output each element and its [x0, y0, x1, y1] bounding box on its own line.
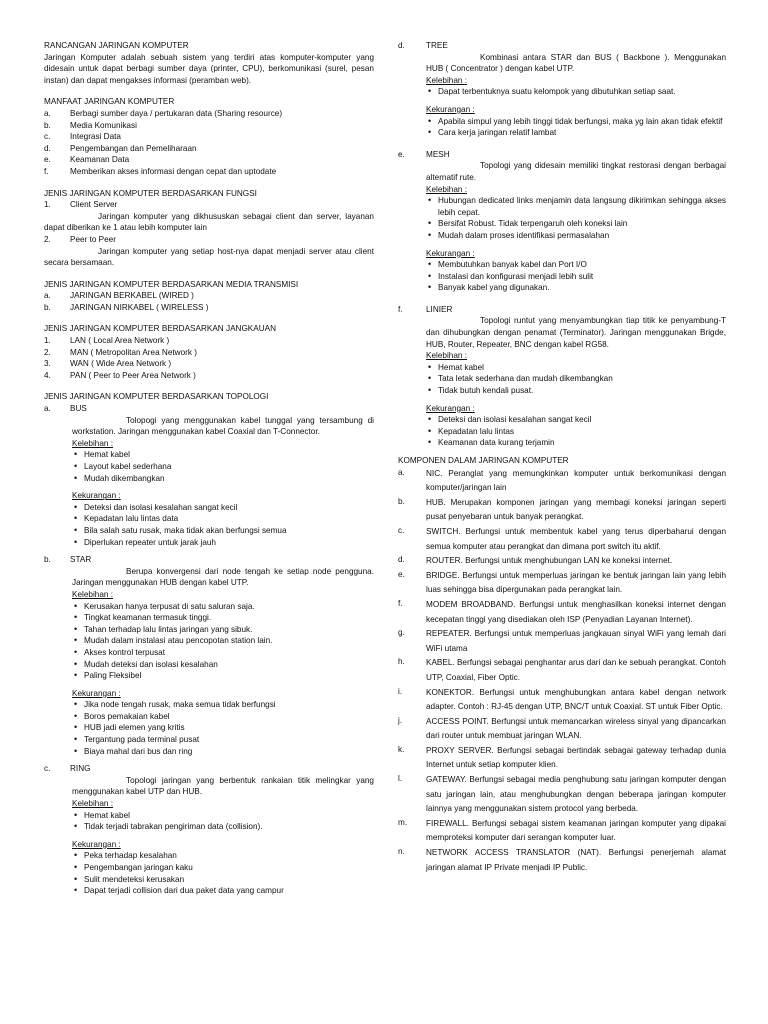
bullet-item: • Tergantung pada terminal pusat — [72, 734, 374, 746]
fungsi-item — [44, 199, 374, 234]
fungsi-heading: JENIS JARINGAN KOMPUTER BERDASARKAN FUNGSI — [44, 188, 257, 198]
bullet-item: • Dapat terjadi collision dari dua paket data yang campur — [72, 885, 374, 897]
list-item-text: JARINGAN NIRKABEL ( WIRELESS ) — [70, 302, 209, 312]
list-marker: a. — [44, 108, 51, 118]
bullet-item: • Diperlukan repeater untuk jarak jauh — [72, 537, 374, 549]
list-item-text: BRIDGE. Berfungsi untuk memperluas jaringan ke bentuk jaringan lain yang lebih luas sehingga bisa dipergunakan pada perangkat lain. — [426, 570, 726, 595]
list-marker: 3. — [44, 359, 51, 369]
bullet-item: • Bila salah satu rusak, maka tidak akan berfungsi semua — [72, 525, 374, 537]
topology-heading — [398, 304, 726, 316]
list-item-text: GATEWAY. Berfungsi sebagai media penghubung satu jaringan komputer dengan satu jaringan lain, atau menghubungkan dengan beberapa jaringan komputer lainnya yang menggunakan sistem protocol yang berbeda. — [426, 775, 726, 814]
fungsi-list — [44, 199, 374, 269]
bullet-item: • Tidak butuh kendali pusat. — [426, 385, 726, 397]
topology-name: TREE — [426, 41, 448, 50]
list-item — [44, 347, 374, 359]
list-marker: e. — [398, 569, 405, 579]
topology-body — [72, 415, 374, 549]
disadvantages-label: Kekurangan : — [426, 104, 475, 114]
list-marker: 1. — [44, 336, 51, 346]
list-item — [398, 656, 726, 685]
bullet-item: • Bersifat Robust. Tidak terpengaruh oleh koneksi lain — [426, 218, 726, 230]
list-item-text: WAN ( Wide Area Network ) — [70, 359, 172, 369]
topology-description: Topologi jaringan yang berbentuk rankaian titik melingkar yang menggunakan kabel UTP dan HUB. — [72, 775, 374, 797]
list-item — [44, 154, 374, 166]
list-item-text: KABEL. Berfungsi sebagai penghantar arus dari dan ke sebuah perangkat. Contoh UTP, Coaxial, Fiber Optic. — [426, 658, 726, 682]
list-item-text: ROUTER. Berfungsi untuk menghubungan LAN ke koneksi internet. — [426, 556, 673, 566]
bullet-item: • Tidak terjadi tabrakan pengiriman data (collision). — [72, 821, 374, 833]
advantages-list — [426, 195, 726, 241]
document-title: RANCANGAN JARINGAN KOMPUTER — [44, 41, 189, 50]
jangkauan-heading: JENIS JARINGAN KOMPUTER BERDASARKAN JANGKAUAN — [44, 324, 277, 334]
list-marker: 2. — [44, 234, 51, 244]
topology-heading — [44, 403, 374, 415]
list-marker: f. — [398, 598, 403, 608]
list-marker: h. — [398, 657, 405, 667]
disadvantages-label: Kekurangan : — [426, 248, 475, 258]
bullet-item: • Jika node tengah rusak, maka semua tidak berfungsi — [72, 699, 374, 711]
list-item-text: PROXY SERVER. Berfungsi sebagai bertindak sebagai gateway terhadap dunia Internet untuk setiap komputer klien. — [426, 745, 726, 770]
list-item — [44, 120, 374, 132]
fungsi-name: Peer to Peer — [70, 234, 116, 244]
topology-mesh — [398, 149, 726, 294]
bullet-item: • Kepadatan lalu lintas — [426, 426, 726, 438]
list-marker: e. — [44, 155, 51, 165]
list-item — [398, 817, 726, 846]
list-item-text: LAN ( Local Area Network ) — [70, 336, 170, 346]
list-marker: 2. — [44, 347, 51, 357]
list-item — [398, 525, 726, 554]
bullet-item: • Boros pemakaian kabel — [72, 711, 374, 723]
bullet-item: • HUB jadi elemen yang kritis — [72, 722, 374, 734]
bullet-item: • Deteksi dan isolasi kesalahan sangat kecil — [426, 414, 726, 426]
topology-name: STAR — [70, 555, 92, 565]
disadvantages-list — [426, 116, 726, 139]
list-marker: d. — [398, 555, 405, 565]
bullet-item: • Kerusakan hanya terpusat di satu saluran saja. — [72, 601, 374, 613]
advantages-list — [426, 362, 726, 397]
jangkauan-list — [44, 335, 374, 381]
topology-bus — [44, 403, 374, 548]
bullet-item: • Instalasi dan konfigurasi menjadi lebih sulit — [426, 271, 726, 283]
list-item-text: NETWORK ACCESS TRANSLATOR (NAT). Berfungsi penerjemah alamat jaringan alamat IP Private menjadi IP Public. — [426, 848, 726, 872]
list-item — [398, 569, 726, 598]
bullet-item: • Sulit mendeteksi kerusakan — [72, 874, 374, 886]
right-column — [398, 40, 726, 875]
bullet-item: • Pengembangan jaringan kaku — [72, 862, 374, 874]
advantages-label: Kelebihan : — [72, 799, 113, 809]
list-marker: b. — [44, 555, 51, 565]
disadvantages-list — [72, 502, 374, 548]
advantages-list — [72, 601, 374, 682]
intro-paragraph: Jaringan Komputer adalah sebuah sistem yang terdiri atas komputer-komputer yang didesain untuk dapat berbagi sumber daya (printer, CPU), berkomunikasi (surel, pesan instan) dan dapat mengakses informasi (peramban web). — [44, 52, 374, 85]
list-item — [398, 744, 726, 773]
bullet-item: • Mudah dalam instalasi atau pencopotan station lain. — [72, 635, 374, 647]
list-marker: b. — [44, 302, 51, 312]
bullet-item: • Dapat terbentuknya suatu kelompok yang dibutuhkan setiap saat. — [426, 86, 726, 98]
media-list — [44, 290, 374, 313]
komponen-list — [398, 467, 726, 876]
list-item-text: Keamanan Data — [70, 155, 130, 165]
list-item — [44, 108, 374, 120]
list-marker: 1. — [44, 200, 51, 210]
topology-name: RING — [70, 764, 91, 774]
topology-name: BUS — [70, 404, 87, 414]
bullet-item: • Deteksi dan isolasi kesalahan sangat kecil — [72, 502, 374, 514]
bullet-item: • Mudah dikembangkan — [72, 473, 374, 485]
list-item-text: MAN ( Metropolitan Area Network ) — [70, 347, 197, 357]
advantages-label: Kelebihan : — [426, 75, 467, 85]
disadvantages-label: Kekurangan : — [72, 688, 121, 698]
bullet-item: • Hubungan dedicated links menjamin data langsung dikirimkan sehingga akses lebih cepat. — [426, 195, 726, 218]
topology-heading — [44, 763, 374, 775]
advantages-list — [72, 449, 374, 484]
topology-description: Kombinasi antara STAR dan BUS ( Backbone ). Menggunakan HUB ( Concentrator ) dengan kabel UTP. — [426, 52, 726, 74]
list-item-text: PAN ( Peer to Peer Area Network ) — [70, 370, 196, 380]
topology-body — [426, 315, 726, 449]
bullet-item: • Paling Fleksibel — [72, 670, 374, 682]
topologi-heading: JENIS JARINGAN KOMPUTER BERDASARKAN TOPOLOGI — [44, 392, 269, 402]
list-marker: m. — [398, 817, 408, 827]
topology-heading — [44, 554, 374, 566]
list-item — [398, 496, 726, 525]
list-item-text: NIC. Peranglat yang memungkinkan komputer untuk berkomunikasi dengan komputer/jaringan lain — [426, 468, 726, 493]
advantages-list — [426, 86, 726, 98]
list-marker: d. — [398, 41, 405, 50]
fungsi-desc: Jaringan komputer yang dikhususkan sebagai client dan server, layanan dapat diberikan ke 1 atau lebih komputer lain — [44, 211, 374, 233]
advantages-label: Kelebihan : — [426, 184, 467, 194]
topology-ring — [44, 763, 374, 897]
fungsi-desc: Jaringan komputer yang setiap host-nya dapat menjadi server atau client secara bersamaan. — [44, 246, 374, 268]
bullet-item: • Tingkat keamanan termasuk tinggi. — [72, 612, 374, 624]
disadvantages-label: Kekurangan : — [426, 403, 475, 413]
bullet-item: • Banyak kabel yang digunakan. — [426, 282, 726, 294]
bullet-item: • Layout kabel sederhana — [72, 461, 374, 473]
disadvantages-list — [72, 850, 374, 896]
list-marker: i. — [398, 686, 403, 696]
list-item-text: ACCESS POINT. Berfungsi untuk memancarkan wireless sinyal yang dipancarkan dari router untuk membuat jaringan WLAN. — [426, 716, 726, 741]
list-item — [398, 846, 726, 875]
topology-body — [426, 52, 726, 139]
list-item — [44, 290, 374, 302]
disadvantages-label: Kekurangan : — [72, 839, 121, 849]
bullet-item: • Tata letak sederhana dan mudah dikembangkan — [426, 373, 726, 385]
topology-linier — [398, 304, 726, 449]
disadvantages-list — [426, 259, 726, 294]
list-item — [44, 131, 374, 143]
fungsi-item — [44, 234, 374, 269]
list-marker: a. — [398, 467, 405, 477]
bullet-item: • Hemat kabel — [72, 449, 374, 461]
advantages-label: Kelebihan : — [72, 438, 113, 448]
topology-heading — [398, 149, 726, 161]
list-item — [398, 598, 726, 627]
list-item-text: Media Komunikasi — [70, 120, 137, 130]
bullet-item: • Biaya mahal dari bus dan ring — [72, 746, 374, 758]
list-item-text: REPEATER. Berfungsi untuk memperluas jangkauan sinyal WiFi yang lemah dari WiFi utama — [426, 629, 726, 653]
topology-description: Tolopogi yang menggunakan kabel tunggal yang tersambung di workstation. Jaringan menggunakan kabel Coaxial dan T-Connector. — [72, 415, 374, 437]
list-marker: b. — [44, 120, 51, 130]
komponen-heading: KOMPONEN DALAM JARINGAN KOMPUTER — [398, 456, 569, 465]
fungsi-name: Client Server — [70, 200, 118, 210]
list-marker: a. — [44, 291, 51, 301]
topology-heading — [398, 40, 726, 52]
disadvantages-list — [426, 414, 726, 449]
list-item — [44, 370, 374, 382]
topology-description: Topologi yang didesain memiliki tingkat restorasi dengan berbagai alternatif rute. — [426, 161, 726, 182]
list-item-text: HUB. Merupakan komponen jaringan yang membagi koneksi jaringan seperti pusat penyebaran untuk banyak perangkat. — [426, 497, 726, 522]
list-marker: d. — [44, 143, 51, 153]
bullet-item: • Peka terhadap kesalahan — [72, 850, 374, 862]
list-item-text: Integrasi Data — [70, 132, 121, 142]
topology-body — [426, 160, 726, 294]
manfaat-list — [44, 108, 374, 178]
list-marker: c. — [44, 132, 51, 142]
topology-body — [72, 775, 374, 897]
bullet-item: • Akses kontrol terpusat — [72, 647, 374, 659]
bullet-item: • Cara kerja jaringan relatif lambat — [426, 127, 726, 139]
topology-name: LINIER — [426, 304, 453, 314]
list-item-text: KONEKTOR. Berfungsi untuk menghubungkan antara kabel dengan network adapter. Contoh : RJ-45 dengan UTP, BNC/T untuk Coaxial. ST untuk Fiber Optic. — [426, 687, 726, 712]
advantages-label: Kelebihan : — [72, 589, 113, 599]
bullet-item: • Hemat kabel — [72, 810, 374, 822]
bullet-item: • Mudah deteksi dan isolasi kesalahan — [72, 659, 374, 671]
list-item-text: MODEM BROADBAND. Berfungsi untuk menghasilkan koneksi internet dengan kecepatan tinggi yang disediakan oleh ISP (Penyadian Layanan Internet). — [426, 599, 726, 624]
list-item — [44, 358, 374, 370]
list-marker: j. — [398, 715, 403, 725]
list-item — [44, 335, 374, 347]
list-marker: 4. — [44, 370, 51, 380]
list-item — [398, 773, 726, 817]
list-item-text: FIREWALL. Berfungsi sebagai sistem keamanan jaringan komputer yang dipakai memproteksi komputer dari serangan komputer luar. — [426, 818, 726, 843]
topology-tree — [398, 40, 726, 139]
list-item — [398, 467, 726, 496]
advantages-list — [72, 810, 374, 833]
list-item-text: Berbagi sumber daya / pertukaran data (Sharing resource) — [70, 108, 283, 118]
list-item — [44, 302, 374, 314]
list-item-text: SWITCH. Berfungsi untuk membentuk kabel yang terus diperbaharui dengan semua komputer atau perangkat dan dimana port switch itu aktif. — [426, 526, 726, 551]
list-item-text: Memberikan akses informasi dengan cepat dan uptodate — [70, 166, 277, 176]
disadvantages-list — [72, 699, 374, 757]
list-item-text: Pengembangan dan Pemeliharaan — [70, 143, 197, 153]
list-marker: l. — [398, 774, 403, 784]
list-item — [44, 143, 374, 155]
manfaat-heading: MANFAAT JARINGAN KOMPUTER — [44, 97, 175, 107]
topology-name: MESH — [426, 149, 450, 159]
bullet-item: • Tahan terhadap lalu lintas jaringan yang sibuk. — [72, 624, 374, 636]
list-marker: b. — [398, 496, 405, 506]
advantages-label: Kelebihan : — [426, 351, 467, 361]
list-item-text: JARINGAN BERKABEL (WIRED ) — [70, 291, 194, 301]
list-marker: f. — [398, 304, 403, 314]
topology-description: Topologi runtut yang menyambungkan tiap titik ke penyambung-T dan dihubungkan dengan penamat (Terminator). Jaringan menggunakan Brigde, HUB, Router, Repeater, BNC dengan kabel RG58. — [426, 316, 726, 349]
topology-body — [72, 566, 374, 758]
list-item — [398, 627, 726, 656]
list-item — [398, 686, 726, 715]
list-marker: c. — [398, 525, 405, 535]
list-item — [44, 166, 374, 178]
media-heading: JENIS JARINGAN KOMPUTER BERDASARKAN MEDIA TRANSMISI — [44, 279, 299, 289]
bullet-item: • Mudah dalam proses identifikasi permasalahan — [426, 230, 726, 242]
list-marker: e. — [398, 149, 405, 159]
list-item — [398, 715, 726, 744]
bullet-item: • Membutuhkan banyak kabel dan Port I/O — [426, 259, 726, 271]
list-marker: c. — [44, 764, 51, 774]
bullet-item: • Kepadatan lalu lintas data — [72, 513, 374, 525]
left-column — [44, 40, 374, 897]
list-item — [398, 554, 726, 569]
bullet-item: • Keamanan data kurang terjamin — [426, 437, 726, 449]
list-marker: k. — [398, 744, 405, 754]
bullet-item: • Hemat kabel — [426, 362, 726, 374]
disadvantages-label: Kekurangan : — [72, 491, 121, 501]
topology-star — [44, 554, 374, 757]
bullet-item: • Apabila simpul yang lebih tinggi tidak berfungsi, maka yg lain akan tidak efektif — [426, 116, 726, 128]
topology-description: Berupa konvergensi dari node tengah ke setiap node pengguna. Jaringan menggunakan HUB dengan kabel UTP. — [72, 566, 374, 588]
list-marker: g. — [398, 628, 405, 638]
list-marker: a. — [44, 404, 51, 414]
list-marker: f. — [44, 166, 49, 176]
list-marker: n. — [398, 847, 405, 857]
